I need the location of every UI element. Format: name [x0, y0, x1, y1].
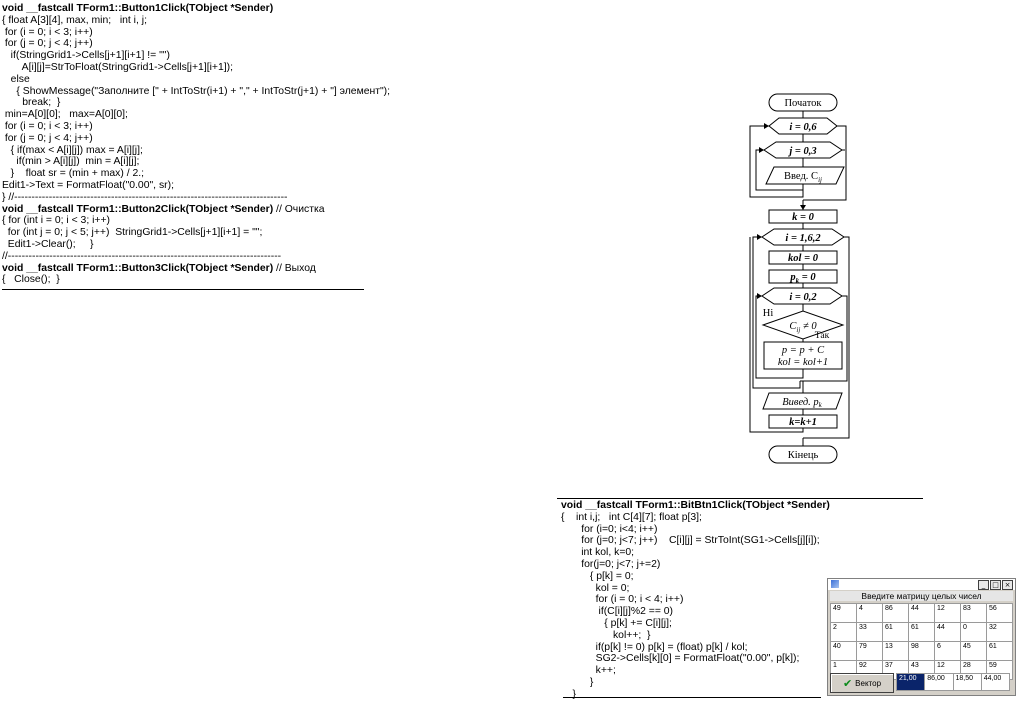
flow-assign1-label: p = p + C	[781, 345, 825, 356]
code-line: { Close(); }	[2, 274, 60, 286]
matrix-cell[interactable]: 33	[857, 623, 883, 642]
matrix-cell[interactable]: 61	[987, 642, 1013, 661]
matrix-cell[interactable]: 61	[883, 623, 909, 642]
matrix-cell[interactable]: 49	[831, 604, 857, 623]
flow-yes-label: Так	[814, 331, 830, 341]
code-line: Edit1->Clear(); }	[2, 238, 94, 250]
code-line: if(C[i][j]%2 == 0)	[561, 606, 674, 618]
matrix-cell[interactable]: 40	[831, 642, 857, 661]
matrix-cell[interactable]: 13	[883, 642, 909, 661]
flow-loop-i-label: i = 0,6	[789, 122, 817, 133]
result-cell[interactable]: 21,00	[897, 674, 925, 691]
matrix-cell[interactable]: 98	[909, 642, 935, 661]
flow-p-init-label: $p_k = 0$	[790, 272, 816, 285]
matrix-cell[interactable]: 1	[831, 661, 857, 680]
code-line: void __fastcall TForm1::Button3Click(TObject *Sender) // Выход	[2, 262, 316, 274]
flow-output-label: Вивед. pk	[782, 397, 822, 409]
result-cell[interactable]: 18,50	[953, 674, 981, 691]
code-line: { float A[3][4], max, min; int i, j;	[2, 14, 147, 26]
grid-title: Введите матрицу целых чисел	[830, 591, 1013, 601]
matrix-cell[interactable]: 83	[961, 604, 987, 623]
matrix-cell[interactable]: 45	[961, 642, 987, 661]
code-line: } float sr = (min + max) / 2.;	[2, 168, 145, 180]
code-line: A[i][j]=StrToFloat(StringGrid1->Cells[j+1][i+1]);	[2, 61, 233, 73]
matrix-cell[interactable]: 92	[857, 661, 883, 680]
matrix-cell[interactable]: 61	[909, 623, 935, 642]
code-line: { int i,j; int C[4][7]; float p[3];	[561, 511, 702, 523]
flow-input-label: Введ. $C_{ij}$	[784, 171, 822, 184]
code-line: { p[k] = 0;	[561, 570, 634, 582]
code-line: { ShowMessage("Заполните [" + IntToStr(i+1) + "," + IntToStr(j+1) + "] элемент");	[2, 85, 391, 97]
code-line: for (j=0; j<7; j++) C[i][j] = StrToInt(SG1->Cells[j][i]);	[561, 535, 820, 547]
matrix-cell[interactable]: 6	[935, 642, 961, 661]
flow-loop-i2-label: i = 1,6,2	[785, 233, 821, 244]
flow-k-inc-label: k=k+1	[789, 417, 817, 428]
code-line: if(p[k] != 0) p[k] = (float) p[k] / kol;	[561, 641, 748, 653]
code-line: for (j = 0; j < 4; j++)	[2, 38, 93, 50]
vector-button[interactable]	[830, 673, 894, 693]
code-line: int kol, k=0;	[561, 547, 635, 559]
code-line: kol = 0;	[561, 582, 630, 594]
code-line: min=A[0][0]; max=A[0][0];	[2, 109, 128, 121]
result-grid[interactable]	[896, 673, 1010, 691]
code-line: if(min > A[i][j]) min = A[i][j];	[2, 156, 140, 168]
flow-k-init-label: k = 0	[792, 212, 814, 223]
window-titlebar	[828, 579, 1015, 590]
app-icon	[831, 580, 839, 588]
code-line: for (i = 0; i < 3; i++)	[2, 26, 93, 38]
code-line: else	[2, 73, 30, 85]
result-cell[interactable]: 44,00	[981, 674, 1009, 691]
code-line: void __fastcall TForm1::Button2Click(TObject *Sender) // Очистка	[2, 203, 325, 215]
code-line: for (int j = 0; j < 5; j++) StringGrid1->Cells[j+1][i+1] = "";	[2, 227, 263, 239]
close-button[interactable]: ×	[1002, 580, 1013, 590]
code-line: } //-------------------------------------------------------------------------------	[2, 191, 288, 203]
matrix-cell[interactable]: 59	[987, 661, 1013, 680]
code-line: for(j=0; j<7; j+=2)	[561, 558, 661, 570]
matrix-cell[interactable]: 56	[987, 604, 1013, 623]
code-line: SG2->Cells[k][0] = FormatFloat("0.00", p[k]);	[561, 653, 800, 665]
code-line: break; }	[2, 97, 61, 109]
matrix-cell[interactable]: 4	[857, 604, 883, 623]
flow-assign2-label: kol = kol+1	[777, 357, 829, 368]
code-line: }	[561, 688, 577, 700]
matrix-cell[interactable]: 2	[831, 623, 857, 642]
code-line: if(StringGrid1->Cells[j+1][i+1] != "")	[2, 50, 170, 62]
matrix-cell[interactable]: 44	[909, 604, 935, 623]
matrix-cell[interactable]: 86	[883, 604, 909, 623]
matrix-cell[interactable]: 43	[909, 661, 935, 680]
matrix-cell[interactable]: 0	[961, 623, 987, 642]
flow-loop-i3-label: i = 0,2	[789, 292, 817, 303]
matrix-cell[interactable]: 12	[935, 661, 961, 680]
flow-end-label: Кінець	[787, 450, 819, 461]
matrix-cell[interactable]: 37	[883, 661, 909, 680]
code-line: { if(max < A[i][j]) max = A[i][j];	[2, 144, 143, 156]
matrix-grid[interactable]	[830, 603, 1013, 680]
flow-no-label: Ні	[762, 308, 774, 319]
code-line: void __fastcall TForm1::BitBtn1Click(TObject *Sender)	[561, 500, 830, 511]
code-line: for (i=0; i<4; i++)	[561, 523, 658, 535]
app-window	[827, 578, 1016, 696]
minimize-button[interactable]: _	[978, 580, 989, 590]
vector-button-label: Вектор	[855, 678, 882, 688]
matrix-cell[interactable]: 12	[935, 604, 961, 623]
flow-decision-label: $C_{ij} \ne 0$	[789, 321, 817, 334]
code-line: { p[k] += C[i][j];	[561, 617, 672, 629]
maximize-button[interactable]: □	[990, 580, 1001, 590]
code-line: void __fastcall TForm1::Button1Click(TObject *Sender)	[2, 3, 274, 14]
code-line: { for (int i = 0; i < 3; i++)	[2, 215, 111, 227]
code-line: for (j = 0; j < 4; j++)	[2, 132, 93, 144]
checkmark-icon: ✔	[842, 676, 853, 690]
result-cell[interactable]: 86,00	[925, 674, 953, 691]
flow-start-label: Початок	[784, 98, 822, 109]
matrix-cell[interactable]: 32	[987, 623, 1013, 642]
flow-loop-j-label: j = 0,3	[789, 146, 817, 157]
code-line: }	[561, 676, 594, 688]
code-line: kol++; }	[561, 629, 651, 641]
matrix-cell[interactable]: 44	[935, 623, 961, 642]
matrix-cell[interactable]: 28	[961, 661, 987, 680]
code-line: for (i = 0; i < 3; i++)	[2, 120, 93, 132]
matrix-cell[interactable]: 79	[857, 642, 883, 661]
flow-kol-init-label: kol = 0	[788, 253, 818, 264]
code-line: k++;	[561, 665, 616, 677]
code-line: for (i = 0; i < 4; i++)	[561, 594, 684, 606]
code-line: Edit1->Text = FormatFloat("0.00", sr);	[2, 179, 174, 191]
code-line: //-------------------------------------------------------------------------------	[2, 250, 282, 262]
